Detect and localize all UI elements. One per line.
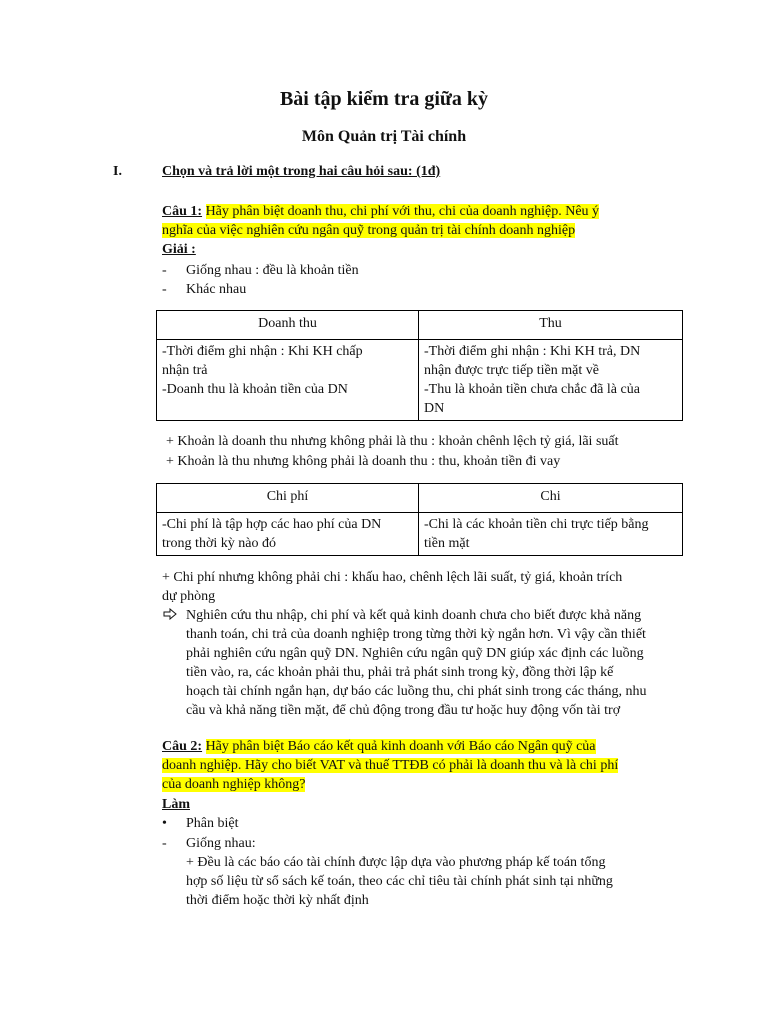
list-bullet: -: [162, 836, 167, 851]
cost-vs-expense-table: [156, 483, 683, 556]
sub-item-line: + Đều là các báo cáo tài chính được lập dựa vào phương pháp kế toán tổng: [186, 855, 606, 870]
list-bullet: -: [162, 282, 167, 297]
answer-2-label: Làm: [162, 797, 190, 812]
cell-line: tiền mặt: [424, 536, 470, 551]
cell-line: -Chi phí là tập hợp các hao phí của DN: [162, 517, 382, 532]
question-2-text-2: doanh nghiệp. Hãy cho biết VAT và thuế TTĐB có phải là doanh thu và là chi phí: [162, 758, 619, 773]
note-line: + Khoản là thu nhưng không phải là doanh thu : thu, khoản tiền đi vay: [166, 454, 561, 469]
table-cell: [157, 340, 419, 421]
section-number: I.: [113, 164, 122, 179]
list-item: Giống nhau : đều là khoản tiền: [186, 263, 359, 278]
conclusion-line: cầu và khả năng tiền mặt, để chủ động trong đầu tư hoặc huy động vốn tài trợ: [186, 703, 621, 718]
table-cell: [157, 513, 419, 556]
question-2-line-3: [162, 775, 305, 794]
section-heading: Chọn và trả lời một trong hai câu hỏi sau: (1đ): [162, 164, 441, 179]
question-2-label: Câu 2:: [162, 739, 203, 754]
question-2-text-3: của doanh nghiệp không?: [162, 777, 306, 792]
table-header: Doanh thu: [157, 311, 419, 340]
table-cell: [419, 340, 683, 421]
question-2-line-1: [162, 737, 596, 756]
note-line: dự phòng: [162, 589, 216, 604]
answer-1-label: Giải :: [162, 242, 196, 257]
cell-line: -Thời điểm ghi nhận : Khi KH trả, DN: [424, 344, 641, 359]
arrow-outline-right-icon: [163, 608, 177, 620]
question-1-line-1: [162, 202, 599, 221]
cell-line: -Thu là khoản tiền chưa chắc đã là của: [424, 382, 640, 397]
table-header: Chi phí: [157, 484, 419, 513]
page-title: Bài tập kiểm tra giữa kỳ: [279, 88, 489, 110]
revenue-vs-receipts-table: [156, 310, 683, 421]
question-2-line-2: [162, 756, 618, 775]
table-cell: [419, 513, 683, 556]
cell-line: -Thời điểm ghi nhận : Khi KH chấp: [162, 344, 363, 359]
list-item: Phân biệt: [186, 816, 239, 831]
page-subtitle: Môn Quản trị Tài chính: [301, 128, 467, 145]
conclusion-line: tiền vào, ra, các khoản phải thu, phải trả phát sinh trong kỳ, đồng thời lập kế: [186, 665, 614, 680]
conclusion-line: Nghiên cứu thu nhập, chi phí và kết quả kinh doanh chưa cho biết được khả năng: [186, 608, 642, 623]
question-1-label: Câu 1:: [162, 204, 203, 219]
list-item: Giống nhau:: [186, 836, 256, 851]
table-header: Chi: [419, 484, 683, 513]
list-bullet: -: [162, 263, 167, 278]
list-item: Khác nhau: [186, 282, 247, 297]
question-1-text-1: Hãy phân biệt doanh thu, chi phí với thu, chi của doanh nghiệp. Nêu ý: [205, 204, 600, 219]
question-2-text-1: Hãy phân biệt Báo cáo kết quả kinh doanh với Báo cáo Ngân quỹ của: [205, 739, 596, 754]
cell-line: nhận trả: [162, 363, 208, 378]
conclusion-line: hoạch tài chính ngắn hạn, dự báo các luồng thu, chi phát sinh trong các tháng, nhu: [186, 684, 647, 699]
sub-item-line: thời điểm hoặc thời kỳ nhất định: [186, 893, 369, 908]
note-line: + Khoản là doanh thu nhưng không phải là thu : khoản chênh lệch tỷ giá, lãi suất: [166, 434, 619, 449]
conclusion-line: phải nghiên cứu ngân quỹ DN. Nghiên cứu ngân quỹ DN giúp xác định các luồng: [186, 646, 644, 661]
list-bullet: •: [162, 816, 167, 831]
cell-line: -Doanh thu là khoản tiền của DN: [162, 382, 348, 397]
cell-line: nhận được trực tiếp tiền mặt về: [424, 363, 599, 378]
cell-line: -Chi là các khoản tiền chi trực tiếp bằng: [424, 517, 649, 532]
table-header: Thu: [419, 311, 683, 340]
question-1-text-2: nghĩa của việc nghiên cứu ngân quỹ trong quản trị tài chính doanh nghiệp: [162, 223, 576, 238]
cell-line: trong thời kỳ nào đó: [162, 536, 276, 551]
question-1-line-2: [162, 221, 575, 240]
sub-item-line: hợp số liệu từ sổ sách kế toán, theo các chỉ tiêu tài chính phát sinh tại những: [186, 874, 613, 889]
conclusion-line: thanh toán, chi trả của doanh nghiệp trong từng thời kỳ ngắn hơn. Vì vậy cần thiết: [186, 627, 646, 642]
cell-line: DN: [424, 401, 445, 416]
note-line: + Chi phí nhưng không phải chi : khấu hao, chênh lệch lãi suất, tỷ giá, khoản trích: [162, 570, 623, 585]
